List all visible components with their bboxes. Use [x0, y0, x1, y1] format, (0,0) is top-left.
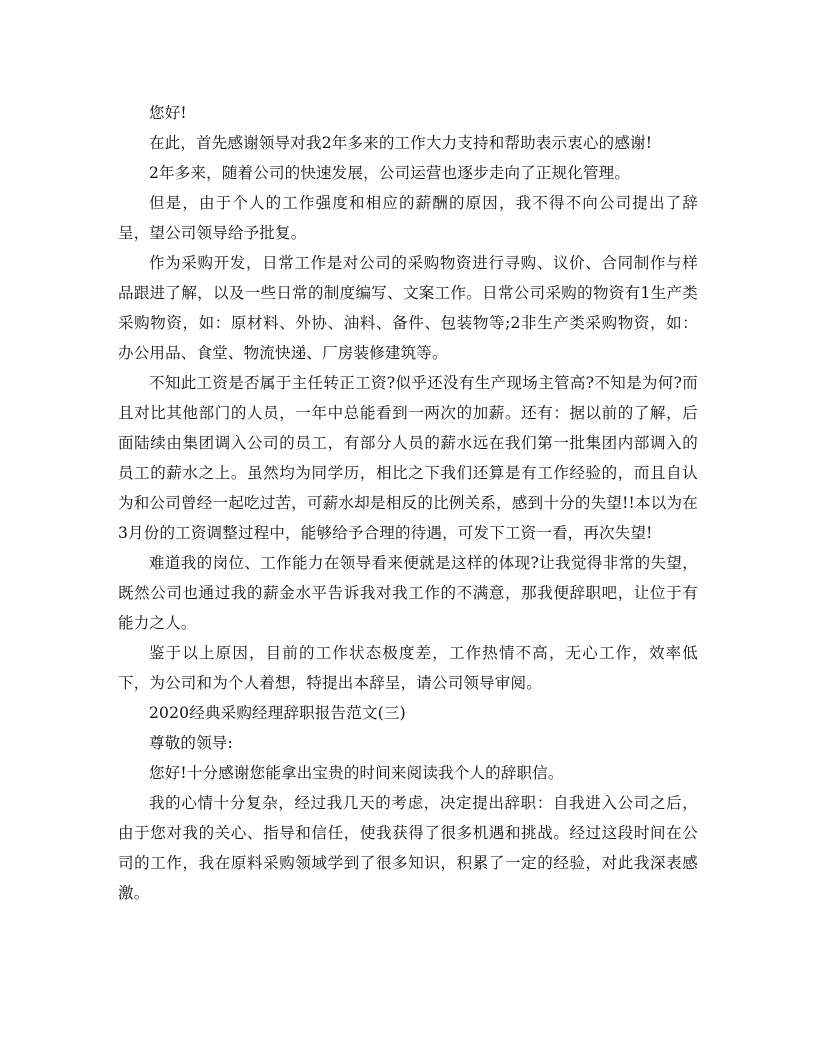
- salary-complaint-paragraph: 不知此工资是否属于主任转正工资?似乎还没有生产现场主管高?不知是为何?而且对比其他部门的人员，一年中总能看到一两次的加薪。还有：据以前的了解，后面陆续由集团调入公司的员工，有部分人员的薪水远在我们第一批集团内部调入的员工的薪水之上。虽然均为同学历，相比之下我们还算是有工作经验的，而且自认为和公司曾经一起吃过苦，可薪水却是相反的比例关系，感到十分的失望!!本以为在3月份的工资调整过程中，能够给予合理的待遇，可发下工资一看，再次失望!: [118, 374, 698, 542]
- letter-opening-paragraph: 您好!十分感谢您能拿出宝贵的时间来阅读我个人的辞职信。: [149, 764, 564, 782]
- greeting-paragraph: 您好!: [149, 104, 187, 122]
- salutation-paragraph: 尊敬的领导:: [149, 734, 233, 752]
- document-page: [118, 98, 698, 908]
- letter-body-paragraph: 我的心情十分复杂，经过我几天的考虑，决定提出辞职：自我进入公司之后，由于您对我的关心、指导和信任，使我获得了很多机遇和挑战。经过这段时间在公司的工作，我在原料采购领域学到了很多知识，积累了一定的经验，对此我深表感激。: [118, 794, 698, 902]
- company-development-paragraph: 2年多来，随着公司的快速发展，公司运营也逐步走向了正规化管理。: [149, 164, 631, 182]
- section-heading: 2020经典采购经理辞职报告范文(三): [149, 704, 406, 722]
- job-description-paragraph: 作为采购开发，日常工作是对公司的采购物资进行寻购、议价、合同制作与样品跟进了解，以及一些日常的制度编写、文案工作。日常公司采购的物资有1生产类采购物资，如：原材料、外协、油料、备件、包装物等;2非生产类采购物资，如：办公用品、食堂、物流快递、厂房装修建筑等。: [118, 254, 698, 362]
- disappointment-paragraph: 难道我的岗位、工作能力在领导看来便就是这样的体现?让我觉得非常的失望，既然公司也通过我的薪金水平告诉我对我工作的不满意，那我便辞职吧，让位于有能力之人。: [118, 554, 698, 632]
- resignation-reason-paragraph: 但是，由于个人的工作强度和相应的薪酬的原因，我不得不向公司提出了辞呈，望公司领导给予批复。: [118, 194, 698, 242]
- thanks-paragraph: 在此，首先感谢领导对我2年多来的工作大力支持和帮助表示衷心的感谢!: [149, 134, 653, 152]
- conclusion-paragraph: 鉴于以上原因，目前的工作状态极度差，工作热情不高，无心工作，效率低下，为公司和为个人着想，特提出本辞呈，请公司领导审阅。: [118, 644, 698, 692]
